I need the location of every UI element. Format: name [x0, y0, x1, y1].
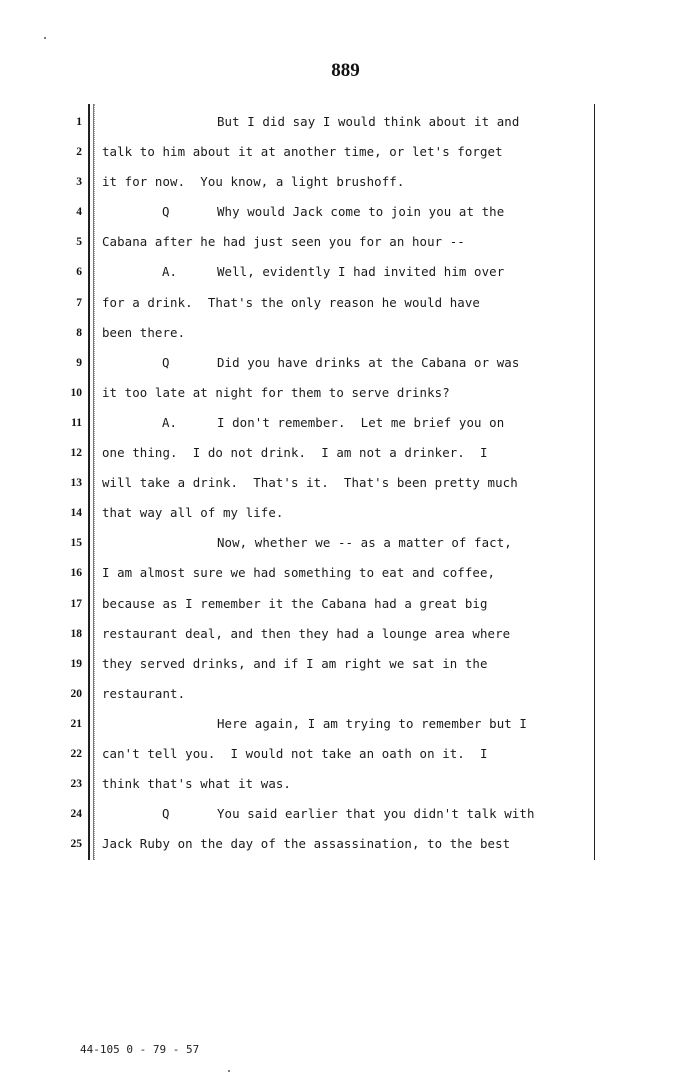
transcript-line [102, 773, 592, 803]
line-number: 14 [70, 507, 82, 520]
transcript-line [102, 382, 592, 412]
line-text: I don't remember. Let me brief you on [217, 414, 505, 430]
stray-mark [228, 1070, 230, 1072]
line-number: 8 [76, 326, 82, 339]
transcript-line [102, 683, 592, 713]
line-text: been there. [102, 324, 186, 340]
line-number-column [52, 111, 82, 863]
line-number: 7 [76, 296, 82, 309]
line-number: 2 [76, 146, 82, 159]
page-number: 889 [331, 60, 360, 81]
transcript-line [102, 292, 592, 322]
line-number: 19 [70, 657, 82, 670]
line-number: 18 [70, 627, 82, 640]
line-text: it for now. You know, a light brushoff. [102, 174, 405, 190]
transcript-line [102, 623, 592, 653]
speaker-tag: Q [162, 204, 170, 220]
speaker-tag: A. [162, 264, 178, 280]
transcript-line [102, 171, 592, 201]
speaker-tag: Q [162, 354, 170, 370]
line-text: I am almost sure we had something to eat and coffee, [102, 565, 496, 581]
line-text: because as I remember it the Cabana had a great big [102, 595, 488, 611]
speaker-tag: A. [162, 414, 178, 430]
line-text: it too late at night for them to serve drinks? [102, 384, 450, 400]
transcript-line [102, 653, 592, 683]
transcript-line [102, 743, 592, 773]
line-text: restaurant deal, and then they had a lounge area where [102, 625, 511, 641]
line-number: 5 [76, 236, 82, 249]
line-text: But I did say I would think about it and [217, 114, 520, 129]
line-number: 20 [70, 687, 82, 700]
right-margin-rule [594, 104, 595, 860]
line-number: 13 [70, 477, 82, 490]
transcript-line [102, 442, 592, 472]
line-text: Now, whether we -- as a matter of fact, [217, 535, 512, 551]
line-number: 11 [71, 416, 82, 429]
transcript-line [102, 833, 592, 863]
line-number: 16 [70, 567, 82, 580]
line-number: 17 [70, 597, 82, 610]
transcript-line [102, 713, 592, 743]
line-number: 12 [70, 447, 82, 460]
line-text: one thing. I do not drink. I am not a drinker. I [102, 445, 488, 461]
line-text: Cabana after he had just seen you for an hour -- [102, 234, 465, 250]
transcript-line [102, 322, 592, 352]
transcript-line [102, 412, 592, 442]
transcript-line [102, 231, 592, 261]
line-number: 21 [70, 717, 82, 730]
speaker-tag: Q [162, 806, 170, 822]
line-number: 15 [70, 537, 82, 550]
transcript-line [102, 261, 592, 291]
transcript-line [102, 803, 592, 833]
line-number: 24 [70, 808, 82, 821]
transcript-line [102, 352, 592, 382]
line-text: for a drink. That's the only reason he would have [102, 294, 480, 310]
line-text: can't tell you. I would not take an oath on it. I [102, 745, 488, 761]
transcript-body [102, 111, 592, 863]
line-number: 4 [76, 206, 82, 219]
line-text: think that's what it was. [102, 776, 291, 792]
stray-mark [44, 37, 46, 39]
line-text: Did you have drinks at the Cabana or was [217, 354, 520, 370]
transcript-line [102, 141, 592, 171]
line-text: Jack Ruby on the day of the assassination, to the best [102, 836, 511, 852]
line-number: 25 [70, 838, 82, 851]
line-text: restaurant. [102, 685, 186, 701]
line-number: 22 [70, 747, 82, 760]
line-number: 23 [70, 778, 82, 791]
transcript-line [102, 593, 592, 623]
transcript-line [102, 472, 592, 502]
line-text: they served drinks, and if I am right we sat in the [102, 655, 488, 671]
line-number: 1 [76, 116, 82, 128]
line-text: You said earlier that you didn't talk with [217, 806, 535, 822]
line-text: Well, evidently I had invited him over [217, 264, 505, 280]
transcript-line [102, 562, 592, 592]
footer-document-code: 44-105 0 - 79 - 57 [80, 1043, 200, 1056]
line-text: Why would Jack come to join you at the [217, 204, 505, 220]
transcript-line [102, 532, 592, 562]
line-text: will take a drink. That's it. That's been pretty much [102, 475, 518, 491]
line-text: talk to him about it at another time, or let's forget [102, 144, 503, 160]
line-number: 9 [76, 356, 82, 369]
line-number: 3 [76, 176, 82, 189]
line-number: 10 [70, 386, 82, 399]
line-text: that way all of my life. [102, 505, 284, 521]
left-margin-rule-inner [94, 104, 95, 860]
transcript-line [102, 111, 592, 141]
line-text: Here again, I am trying to remember but I [217, 715, 527, 731]
transcript-line [102, 201, 592, 231]
transcript-line [102, 502, 592, 532]
line-number: 6 [76, 266, 82, 279]
